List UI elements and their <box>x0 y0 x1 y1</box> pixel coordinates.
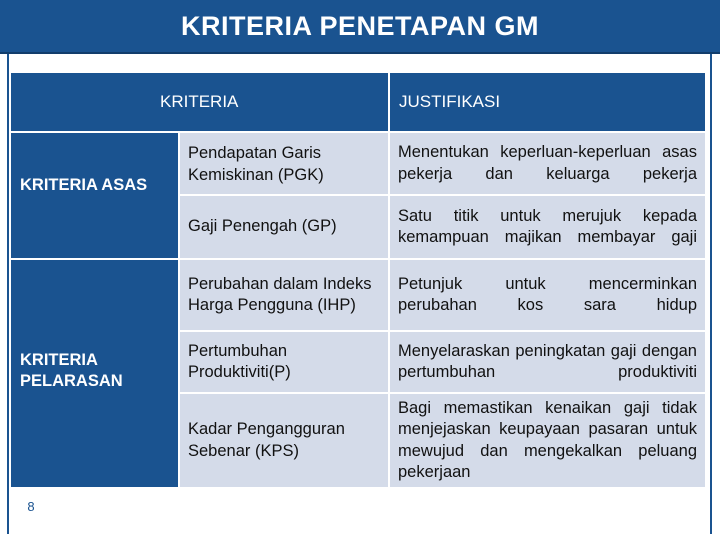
row-4-kriteria <box>180 332 388 392</box>
frame-right-border <box>710 54 712 534</box>
section-kriteria-pelarasan <box>11 260 178 487</box>
section-pelarasan-label: KRITERIA PELARASAN <box>20 351 123 390</box>
row-2-kriteria-text: Gaji Penengah (GP) <box>188 217 337 236</box>
row-1-justifikasi-text: Menentukan keperluan-keperluan asas pekerja dan keluarga pekerja <box>398 143 697 183</box>
header-kriteria-label: KRITERIA <box>160 92 239 112</box>
row-3-justifikasi <box>390 260 705 330</box>
row-3-kriteria <box>180 260 388 330</box>
row-2-justifikasi <box>390 196 705 258</box>
row-5-kriteria <box>180 394 388 487</box>
page-title: KRITERIA PENETAPAN GM <box>180 10 539 41</box>
row-4-justifikasi <box>390 332 705 392</box>
row-2-kriteria <box>180 196 388 258</box>
title-bar <box>0 0 720 54</box>
row-5-kriteria-text: Kadar Pengangguran Sebenar (KPS) <box>188 420 345 460</box>
row-3-kriteria-text: Perubahan dalam Indeks Harga Pengguna (IHP) <box>188 274 372 314</box>
frame-left-border <box>7 54 9 534</box>
row-1-justifikasi <box>390 133 705 194</box>
row-4-kriteria-text: Pertumbuhan Produktiviti(P) <box>188 341 291 381</box>
row-5-justifikasi <box>390 394 705 487</box>
row-1-kriteria-text: Pendapatan Garis Kemiskinan (PGK) <box>188 144 324 184</box>
row-3-justifikasi-text: Petunjuk untuk mencerminkan perubahan kos sara hidup <box>398 274 697 314</box>
page-number-badge <box>20 495 42 517</box>
header-justifikasi-label: JUSTIFIKASI <box>399 92 501 112</box>
row-5-justifikasi-text: Bagi memastikan kenaikan gaji tidak menjejaskan keupayaan pasaran untuk mewujud dan mengekalkan peluang pekerjaan <box>398 398 697 481</box>
header-justifikasi-cell <box>390 73 705 131</box>
header-kriteria-cell <box>11 73 388 131</box>
row-1-kriteria <box>180 133 388 194</box>
section-kriteria-asas <box>11 133 178 258</box>
section-asas-label: KRITERIA ASAS <box>20 176 148 194</box>
row-2-justifikasi-text: Satu titik untuk merujuk kepada kemampuan majikan membayar gaji <box>398 206 697 246</box>
row-4-justifikasi-text: Menyelaraskan peningkatan gaji dengan pertumbuhan produktiviti <box>398 341 697 381</box>
page-number: 8 <box>27 498 35 514</box>
